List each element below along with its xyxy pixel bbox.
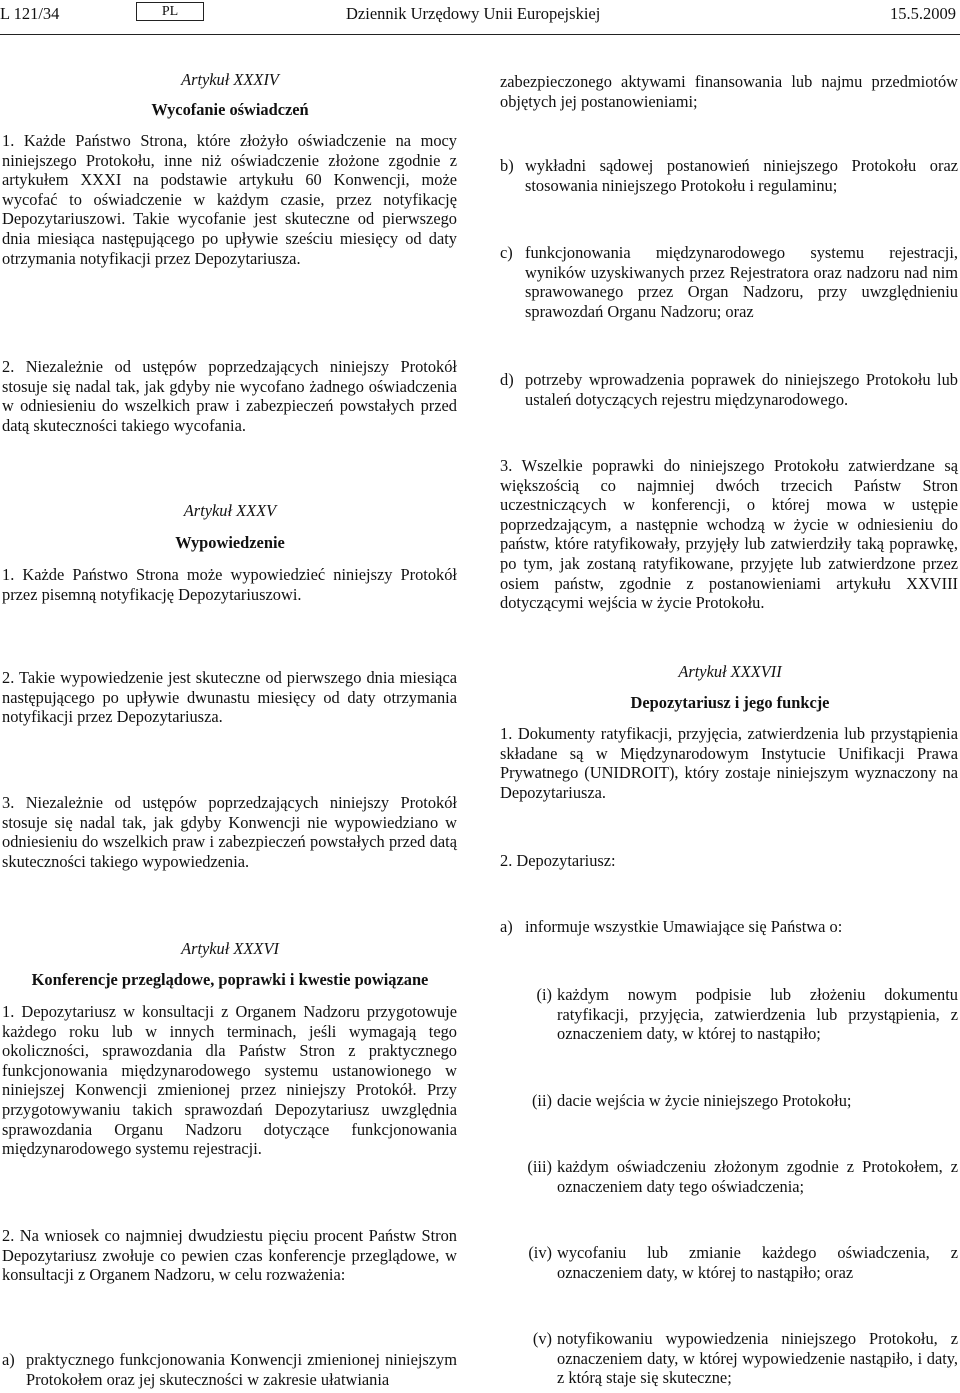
paragraph-3: 3. Wszelkie poprawki do niniejszego Protokołu zatwierdzane są większością co najmniej dwóch trzecich Państw Stron uczestniczących w konferencji, o której mowa w ustępie poprzedzającym, a następnie wchodzą w życie w odniesieniu do państw, które ratyfikowały, przyjęły lub zatwierdziły taką poprawkę, po tym, jak zostaną ratyfikowane, przyjęte lub zatwierdzone przez osiem państw, zgodnie z postanowieniami artykułu XXVIII dotyczącymi wejścia w życie Protokołu. <box>500 456 958 613</box>
item-b <box>500 156 958 198</box>
list-item-text: każdym nowym podpisie lub złożeniu dokumentu ratyfikacji, przyjęcia, zatwierdzenia lub przystąpienia, z oznaczeniem daty, w której to nastąpiło; <box>557 985 958 1044</box>
list-item-label: (v) <box>532 1329 552 1348</box>
list-item-label: (i) <box>536 985 552 1004</box>
article-36-label: Artykuł XXXVI <box>181 939 279 958</box>
subitem-iv <box>520 1243 958 1285</box>
article-35-paragraph-3: 3. Niezależnie od ustępów poprzedzających niniejszy Protokół stosuje się nadal tak, jak gdyby Konwencji nie wypowiedziano w odniesieniu do wszelkich praw i zabezpieczeń powstałych przed datą skuteczności takiego wypowiedzenia. <box>2 793 457 871</box>
list-item-label: b) <box>500 156 514 175</box>
article-34-label: Artykuł XXXIV <box>181 70 279 89</box>
continued-text: zabezpieczonego aktywami finansowania lub najmu przedmiotów objętych jej postanowieniami; <box>500 72 958 111</box>
list-item-label: a) <box>500 917 513 936</box>
subitem-ii <box>520 1091 958 1113</box>
article-35-label: Artykuł XXXV <box>183 501 277 520</box>
list-item-label: (iv) <box>528 1243 552 1262</box>
article-35-title: Wypowiedzenie <box>175 533 285 552</box>
list-item-text: funkcjonowania międzynarodowego systemu rejestracji, wyników uzyskiwanych przez Rejestratora oraz nadzoru nad nim sprawowanego przez Organ Nadzoru, przy uwzględnieniu sprawozdań Organu Nadzoru; oraz <box>525 243 958 321</box>
article-37-title: Depozytariusz i jego funkcje <box>630 693 830 712</box>
article-37-paragraph-1: 1. Dokumenty ratyfikacji, przyjęcia, zatwierdzenia lub przystąpienia składane są w Międzynarodowym Instytucie Unifikacji Prawa Prywatnego (UNIDROIT), który zostaje niniejszym wyznaczony na Depozytariusza. <box>500 724 958 802</box>
list-item-text: notyfikowaniu wypowiedzenia niniejszego Protokołu, z oznaczeniem daty, w której wypowiedzenie nastąpiło, i daty, z którą staje się skuteczne; <box>557 1329 958 1388</box>
subitem-v <box>520 1329 958 1391</box>
list-item-label: (ii) <box>531 1091 552 1110</box>
list-item-label: (iii) <box>527 1157 552 1176</box>
article-35-paragraph-1: 1. Każde Państwo Strona może wypowiedzieć niniejszy Protokół przez pisemną notyfikację Depozytariuszowi. <box>2 565 457 604</box>
article-36-title: Konferencje przeglądowe, poprawki i kwestie powiązane <box>31 970 429 989</box>
journal-title: Dziennik Urzędowy Unii Europejskiej <box>346 4 601 23</box>
article-34-paragraph-2: 2. Niezależnie od ustępów poprzedzających niniejszy Protokół stosuje się nadal tak, jak gdyby nie wycofano żadnego oświadczenia w odniesieniu do wszelkich praw i zabezpieczeń powstałych przed datą skuteczności takiego wycofania. <box>2 357 457 435</box>
article-37-label: Artykuł XXXVII <box>678 662 782 681</box>
article-34-paragraph-1: 1. Każde Państwo Strona, które złożyło oświadczenie na mocy niniejszego Protokołu, inne niż oświadczenie złożone zgodnie z artykułem XXXI na podstawie artykułu 60 Konwencji, może wycofać to oświadczenie w każdym czasie, przez notyfikację Depozytariuszowi. Takie wycofanie jest skuteczne od pierwszego dnia miesiąca następującego po upływie sześciu miesięcy od daty otrzymania notyfikacji przez Depozytariusza. <box>2 131 457 268</box>
language-badge: PL <box>136 2 204 21</box>
list-item-label: d) <box>500 370 514 389</box>
publication-date: 15.5.2009 <box>890 4 956 23</box>
item-d <box>500 370 958 412</box>
list-item-text: wykładni sądowej postanowień niniejszego Protokołu oraz stosowania niniejszego Protokołu i regulaminu; <box>525 156 958 195</box>
list-item-text: informuje wszystkie Umawiające się Państwa o: <box>525 917 843 936</box>
page-reference: L 121/34 <box>0 4 60 23</box>
article-36-paragraph-2: 2. Na wniosek co najmniej dwudziestu pięciu procent Państw Stron Depozytariusz zwołuje co pewien czas konferencje przeglądowe, w konsultacji z Organem Nadzoru, w celu rozważenia: <box>2 1226 457 1285</box>
article-36-paragraph-1: 1. Depozytariusz w konsultacji z Organem Nadzoru przygotowuje każdego roku lub w innych terminach, jeśli wymagają tego okoliczności, sprawozdania dla Państw Stron z praktycznego funkcjonowania międzynarodowego systemu ustanowionego w niniejszej Konwencji zmienionej przez niniejszy Protokół. Przy przygotowywaniu takich sprawozdań Depozytariusz uwzględnia sprawozdania Organu Nadzoru dotyczące funkcjonowania międzynarodowego systemu rejestracji. <box>2 1002 457 1159</box>
list-item-text: dacie wejścia w życie niniejszego Protokołu; <box>557 1091 852 1110</box>
article-34-title: Wycofanie oświadczeń <box>151 100 309 119</box>
list-item-text: wycofaniu lub zmianie każdego oświadczenia, z oznaczeniem daty, w której to nastąpiło; oraz <box>557 1243 958 1282</box>
article-35-paragraph-2: 2. Takie wypowiedzenie jest skuteczne od pierwszego dnia miesiąca następującego po upływie dwunastu miesięcy od daty otrzymania notyfikacji przez Depozytariusza. <box>2 668 457 727</box>
subitem-iii <box>520 1157 958 1199</box>
item-c <box>500 243 958 325</box>
list-item-label: a) <box>2 1350 15 1369</box>
article-37-item-a <box>500 917 958 939</box>
article-37-paragraph-2: 2. Depozytariusz: <box>500 851 616 870</box>
subitem-i <box>520 985 958 1047</box>
header-divider <box>0 34 960 35</box>
list-item-text: praktycznego funkcjonowania Konwencji zmienionej niniejszym Protokołem oraz jej skuteczności w zakresie ułatwiania <box>26 1350 457 1389</box>
list-item-text: potrzeby wprowadzenia poprawek do niniejszego Protokołu lub ustaleń dotyczących rejestru międzynarodowego. <box>525 370 958 409</box>
article-36-item-a <box>2 1350 457 1392</box>
list-item-text: każdym oświadczeniu złożonym zgodnie z Protokołem, z oznaczeniem daty tego oświadczenia; <box>557 1157 958 1196</box>
list-item-label: c) <box>500 243 513 262</box>
